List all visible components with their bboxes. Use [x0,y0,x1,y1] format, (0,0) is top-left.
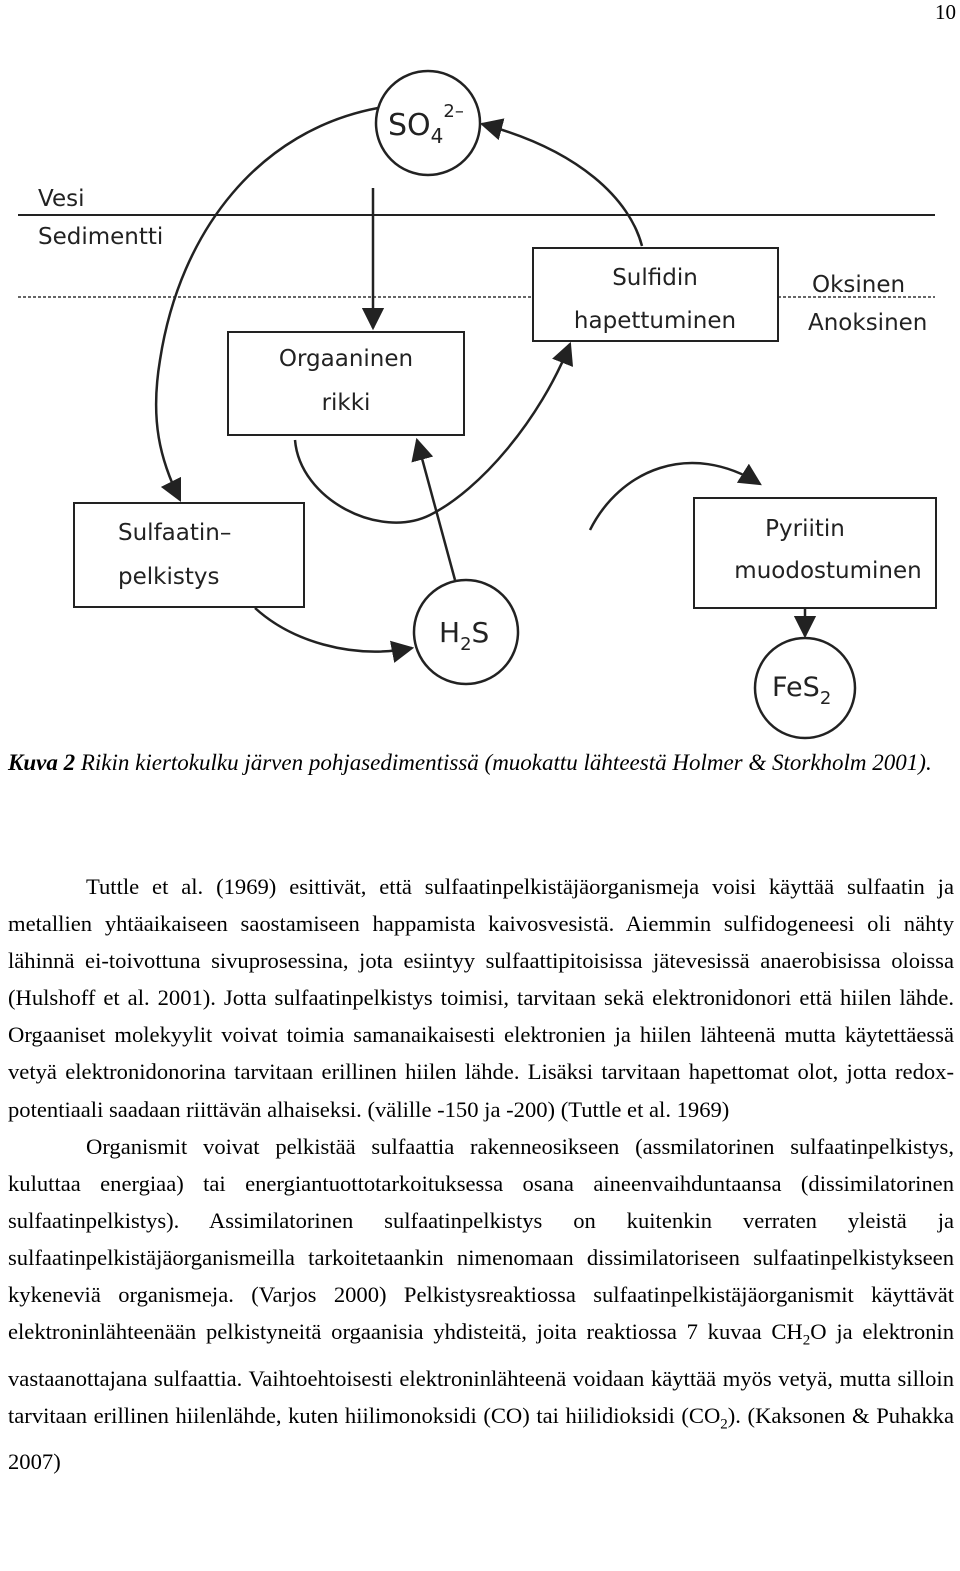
arrow-sulfate-reduction-to-h2s [255,608,412,652]
paragraph-2-end: ). (Kaksonen & Puhakka 2007) [8,1402,955,1475]
body-text [8,868,954,1481]
svg-text:pelkistys: pelkistys [118,564,220,590]
paragraph-2-tail: O ja elektronin vastaanottajana sulfaattia. Vaihtoehtoisesti elektroninlähteenä voidaan käyttää myös vetyä, mutta silloin tarvitaan erillinen hiilenlähde, kuten hiilimonoksidi (CO) tai hiilidioksidi (CO [8,1319,954,1428]
paragraph-2-text: Organismit voivat pelkistää sulfaattia rakenneosikseen (assmilatorinen sulfaatinpelkistys, kuluttaa energiaa) tai energiantuottotarkoituksessa osana aineenvaihduntaansa (dissimilatorinen sulfaatinpelkistys). Assimilatorinen sulfaatinpelkistys on kuitenkin verraten yleistä ja sulfaatinpelkistäjäorganismeilla tarkoitetaankin nimenomaan dissimilatoriseen sulfaatinpelkistykseen kykeneviä organismeja. (Varjos 2000) Pelkistysreaktiossa sulfaatinpelkistäjäorganismit käyttävät elektroninlähteenään pelkistyneitä orgaanisia yhdisteitä, joita reaktiossa 7 kuvaa CH [8,1133,954,1345]
paragraph-2-sub: 2 [802,1332,811,1349]
svg-text:muodostuminen: muodostuminen [734,558,922,584]
sulfur-cycle-diagram [0,60,960,740]
paragraph-2-sub2: 2 [720,1416,728,1433]
arrow-sulfide-oxidation-to-sulfate [482,124,642,246]
svg-text:Orgaaninen: Orgaaninen [278,346,414,372]
zone-anoxic-label: Anoksinen [808,310,928,336]
svg-text:H2S: $H_2S$ [439,616,490,655]
svg-text:SO42–: $SO_4^{2-}$ [388,101,464,148]
svg-text:FeS2: FeS$_2$ [772,672,832,709]
paragraph-1: Tuttle et al. (1969) esittivät, että sulfaatinpelkistäjäorganismeja voisi käyttää sulfaatin ja metallien yhtäaikaiseen saostamiseen happamista kaivosvesistä. Aiemmin sulfidogeneesi oli nähty lähinnä ei-toivottuna sivuprosessina, jota esiintyy sulfaattipitoisissa jätevesissä anaerobisissa oloissa (Hulshoff et al. 2001). Jotta sulfaatinpelkistys toimisi, tarvitaan sekä elektronidonori että hiilen lähde. Orgaaniset molekyylit voivat toimia samanaikaisesti elektronien ja hiilen lähteenä mutta käytettäessä vetyä elektronidonorina tarvitaan erillinen hiilen lähde. Lisäksi tarvitaan hapettomat olot, jotta redox-potentiaali saadaan riittävän alhaiseksi. (välille -150 ja -200) (Tuttle et al. 1969) [8,874,954,1122]
page-number: 10 [935,0,956,24]
figure-caption [8,746,954,780]
layer-water-label: Vesi [38,186,85,212]
caption-text: Rikin kiertokulku järven pohjasedimentissä (muokattu lähteestä Holmer & Storkholm 2001). [75,750,932,775]
pyrite-node [755,638,855,738]
svg-text:Sulfaatin–: Sulfaatin– [118,520,232,546]
layer-sediment-label: Sedimentti [38,224,164,250]
sulfide-oxidation-box [533,248,778,341]
hydrogen-sulfide-node [414,580,518,684]
svg-text:Sulfidin: Sulfidin [612,265,698,291]
sulfate-node [376,71,480,175]
pyrite-formation-box [694,498,936,608]
arrow-h2s-to-organic-sulfur [417,440,455,580]
zone-oxic-label: Oksinen [812,272,906,298]
svg-text:hapettuminen: hapettuminen [573,308,737,334]
svg-text:Pyriitin: Pyriitin [765,516,845,542]
paragraph-2 [8,1128,954,1481]
sulfate-reduction-box [74,503,304,607]
svg-text:rikki: rikki [321,390,371,416]
organic-sulfur-box [228,332,464,435]
caption-label: Kuva 2 [8,750,76,775]
arrow-sulfate-to-sulfate-reduction [156,108,378,500]
